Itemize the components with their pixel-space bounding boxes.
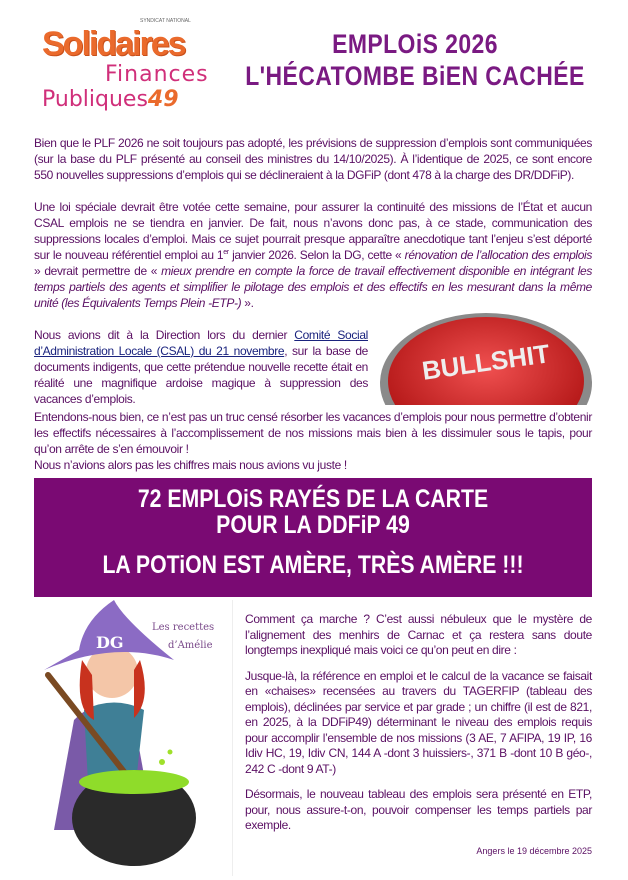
title-line-1: EMPLOiS 2026 — [332, 29, 498, 59]
bullshit-text: BULLSHIT — [420, 338, 552, 386]
caption-2: d’Amélie — [168, 640, 213, 651]
p2-text-d: ». — [241, 296, 254, 310]
date-signature: Angers le 19 décembre 2025 — [476, 845, 592, 856]
paragraph-jusque-la: Jusque-là, la référence en emploi et le calcul de la vacance se faisait en «chaises» recensées au travers du TAGERFIP (tableau des emplois), déclinées par service et par grade ; un chiffre (il est de 821, en 2025, à la DDFiP49) déterminant le niveau des emplois requis pour accomplir l’ensemble de nos missions (3 AE, 7 AFIPA, 19 IP, 16 Idiv HC, 19, Idiv CN, 144 A -dont 3 huissiers-, 371 B -dont 10 B géo-, 242 C -dont 9 AT-) — [245, 668, 592, 776]
paragraph-entendons: Entendons-nous bien, ce n’est pas un truc censé résorber les vacances d’emplois pour nous permettre d’obtenir les effectifs nécessaires à l’accomplissement de nos missions mais bien à les dissimuler sous le tapis, pour qu’on arrête de s’en émouvoir ! — [34, 410, 592, 456]
p3-text-b: , sur la base de documents indigents, que cette prétendue nouvelle recette était en réalité une magnifique ardoise magique à suppression des vacances d’emplois. — [34, 344, 368, 406]
logo-solidaires: Solidaires — [42, 25, 185, 63]
paragraph-comment: Comment ça marche ? C’est aussi nébuleux que le mystère de l’alignement des menhirs de Carnac et ça restera sans doute longtemps inexpliqué mais voici ce qu’on peut en dire : — [245, 612, 592, 657]
hat-label: DG — [96, 633, 124, 652]
main-text — [34, 135, 592, 473]
column-divider — [232, 600, 233, 876]
banner-line-1: 72 EMPLOiS RAYÉS DE LA CARTE — [137, 485, 489, 513]
caption-1: Les recettes — [152, 622, 215, 633]
p2-sup: er — [223, 249, 229, 256]
paragraph-intro: Bien que le PLF 2026 ne soit toujours pas adopté, les prévisions de suppression d’emplois sont communiquées (sur la base du PLF présenté au conseil des ministres du 14/10/2025). À l’identique de 2025, ce sont encore 550 nouvelles suppressions d’emplois qui se déclineraient à la DGFiP (dont 478 à la charge des DR/DDFiP). — [34, 136, 592, 182]
p2-text-c: » devrait permettre de « — [34, 264, 162, 278]
bullshit-button-image — [380, 313, 592, 405]
p2-quote-2: mieux prendre en compte la force de travail effectivement disponible en intégrant les temps partiels des agents et simplifier le pilotage des emplois et des effectifs en les mesurant dans la même unité (les Équivalents Temps Plein -ETP-) — [34, 264, 592, 310]
logo-tag: SYNDICAT NATIONAL — [140, 18, 191, 24]
csal-link[interactable]: Comité Social d’Administration Locale (CSAL) du 21 novembre — [34, 328, 368, 358]
solidaires-logo — [40, 18, 210, 114]
p2-quote-1: rénovation de l’allocation des emplois — [404, 248, 593, 262]
p2-text-a: Une loi spéciale devrait être votée cette semaine, pour assurer la continuité des missions de l’État et aucun CSAL emplois ne se tiendra en janvier. De fait, nous n’avons donc pas, à ce stade, communication des suppressions locales d’emploi. Mais ce sujet pourrait presque apparaître anecdotique tant l’enjeu s’est déporté sur le nouveau référentiel emploi au 1 — [34, 200, 592, 262]
banner-line-2: POUR LA DDFiP 49 — [216, 511, 410, 539]
logo-publiques-text: Publiques — [42, 87, 148, 112]
csal-block — [34, 327, 592, 409]
paragraph-chiffres: Nous n’avions alors pas les chiffres mais nous avions vu juste ! — [34, 458, 347, 472]
p2-text-b: janvier 2026. Selon la DG, cette « — [228, 248, 405, 262]
title-line-2: L'HÉCATOMBE BiEN CACHÉE — [245, 61, 585, 91]
headline-banner — [34, 478, 592, 597]
logo-number: 49 — [147, 87, 179, 112]
paragraph-desormais: Désormais, le nouveau tableau des emplois sera présenté en ETP, pour, nous assure-t-on, pouvoir compenser les temps partiels par exemple. — [245, 787, 592, 832]
logo-finances: Finances — [105, 62, 209, 87]
logo-publiques — [42, 88, 179, 112]
page-title — [245, 28, 585, 92]
witch-illustration — [34, 600, 230, 876]
right-column — [245, 612, 592, 857]
p3-text-a: Nous avions dit à la Direction lors du dernier — [34, 328, 295, 342]
banner-line-3: LA POTiON EST AMÈRE, TRÈS AMÈRE !!! — [102, 551, 524, 579]
paragraph-loi-speciale — [34, 199, 592, 311]
